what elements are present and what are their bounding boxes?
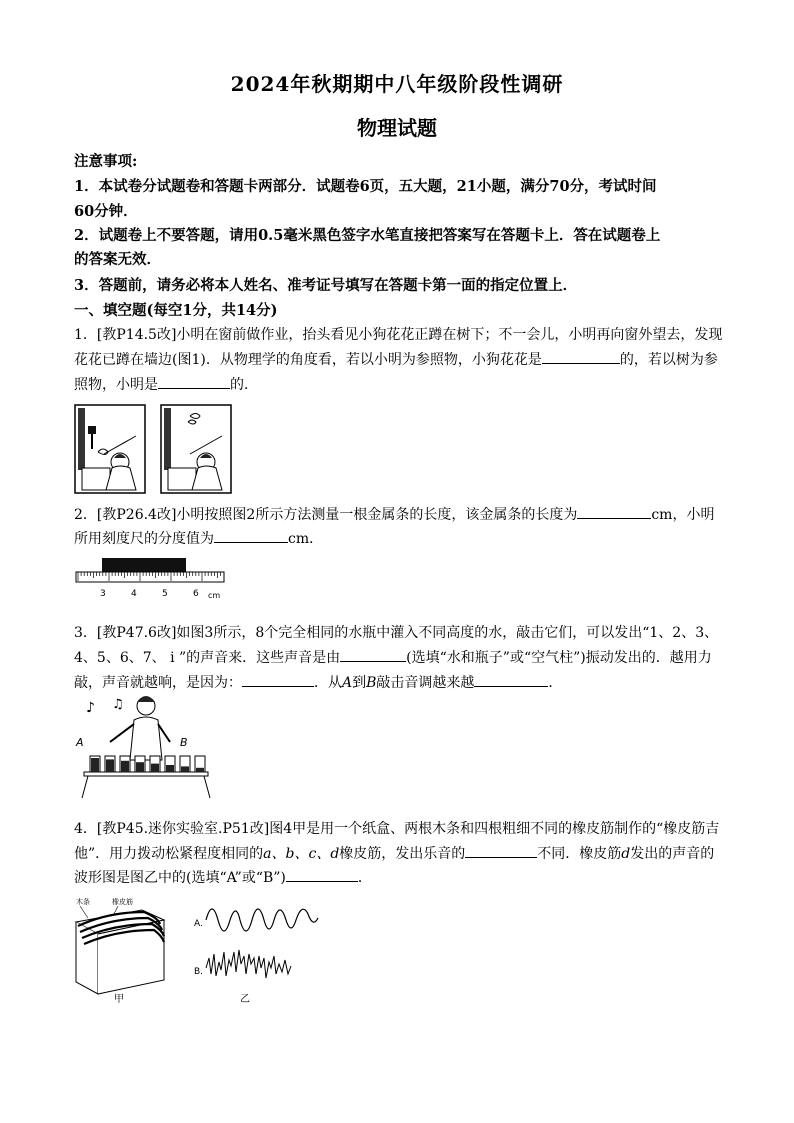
q3-figure [74, 690, 214, 800]
q2-blank-1[interactable] [577, 504, 651, 519]
q1-line-3 [74, 374, 258, 394]
q1-text: 照物，小明是 [74, 377, 158, 393]
q3-line-3 [74, 672, 562, 692]
q4-line-1: 4．[教P45.迷你实验室.P51改]图4甲是用一个纸盒、两根木条和四根粗细不同的橡皮筋制作的“橡皮筋吉 [74, 821, 720, 837]
q1-blank-2[interactable] [158, 374, 230, 389]
water-level [166, 765, 174, 772]
notice-item-3: 3．答题前，请务必将本人姓名、准考证号填写在答题卡第一面的指定位置上． [74, 277, 578, 294]
q3-text: 敲击音调越来越 [376, 675, 475, 691]
q3-blank-2[interactable] [242, 672, 314, 687]
ruler-label-6: 6 [193, 589, 199, 599]
q3-text: 到 [352, 675, 367, 691]
q2-text: cm，小明 [651, 507, 715, 523]
q4-text: 他”．用力拨动松紧程度相同的 [74, 846, 264, 862]
music-note-icon: ♫ [112, 697, 124, 712]
notice-item-2-cont: 的答案无效． [74, 251, 161, 268]
music-note-icon: ♪ [86, 700, 95, 716]
q3-line-2 [74, 647, 712, 667]
notice-item-1-cont: 60分钟． [74, 203, 138, 220]
q4-blank-1[interactable] [465, 843, 537, 858]
water-level [196, 768, 204, 772]
ruler-unit: cm [208, 591, 221, 600]
q4-vars: a、b、c、d [263, 846, 340, 862]
notice-item-2: 2．试题卷上不要答题，请用0.5毫米黑色签字水笔直接把答案写在答题卡上．答在试题卷上 [74, 227, 661, 244]
waveform-figure [192, 898, 332, 1004]
q3-text: ． [548, 675, 563, 691]
q3-blank-3[interactable] [474, 672, 548, 687]
metal-strip [102, 558, 186, 572]
q4-line-2 [74, 843, 714, 863]
label-jia: 甲 [114, 994, 124, 1004]
notice-heading: 注意事项: [74, 153, 138, 170]
q3-line-1: 3．[教P47.6改]如图3所示，8个完全相同的水瓶中灌入不同高度的水，敲击它们，可以发出“1、2、3、 [74, 625, 719, 641]
notice-item-1: 1．本试卷分试题卷和答题卡两部分．试题卷6页，五大题，21小题，满分70分，考试时间 [74, 178, 657, 195]
q2-text: cm． [288, 531, 324, 547]
q1-blank-1[interactable] [542, 349, 620, 364]
ruler-figure [74, 556, 234, 600]
ruler-label-3: 3 [100, 589, 106, 599]
q4-line-3 [74, 867, 372, 887]
wave-a [206, 909, 318, 931]
q1-line-1: 1．[教P14.5改]小明在窗前做作业，抬头看见小狗花花正蹲在树下；不一会儿，小明再向窗外望去，发现 [74, 327, 723, 343]
ruler-label-5: 5 [162, 589, 168, 599]
q4-text: 波形图是图乙中的(选填“A”或“B”) [74, 870, 286, 886]
q2-line-1 [74, 504, 714, 524]
wave-label-a: A. [194, 919, 203, 929]
ruler-label-4: 4 [131, 589, 137, 599]
label-wood: 木条 [76, 898, 90, 906]
water-level [121, 761, 129, 772]
q3-text: ．从 [314, 675, 342, 691]
q4-text: ． [357, 870, 372, 886]
wave-label-b: B. [194, 967, 204, 977]
q1-line-2 [74, 349, 718, 369]
q2-blank-2[interactable] [214, 528, 288, 543]
q3-var-b: B [366, 675, 377, 691]
water-level [106, 759, 114, 772]
q3-text: (选填“水和瓶子”或“空气柱”)振动发出的．越用力 [406, 650, 712, 666]
q2-text: 所用刻度尺的分度值为 [74, 531, 214, 547]
guitar-figure [72, 894, 172, 1004]
water-level [91, 758, 99, 772]
page-title: 2024年秋期期中八年级阶段性调研 [230, 72, 564, 96]
section-heading: 一、填空题(每空1分，共14分) [74, 302, 278, 319]
q1-text: 花花已蹲在墙边(图1)．从物理学的角度看，若以小明为参照物，小狗花花是 [74, 352, 542, 368]
q3-text: 敲，声音就越响，是因为： [74, 675, 242, 691]
q4-text: 发出的声音的 [630, 846, 715, 862]
label-a: A [76, 736, 84, 749]
q2-text: 2．[教P26.4改]小明按照图2所示方法测量一根金属条的长度，该金属条的长度为 [74, 507, 578, 523]
q1-text: 的，若以树为参 [619, 352, 718, 368]
water-level [136, 762, 144, 772]
wave-b [206, 950, 291, 978]
q4-text: 橡皮筋，发出乐音的 [339, 846, 466, 862]
q1-figure [74, 404, 234, 496]
q3-var-a: A [342, 675, 353, 691]
q3-blank-1[interactable] [340, 647, 406, 662]
q1-text: 的． [230, 377, 258, 393]
page-subtitle: 物理试题 [357, 116, 437, 140]
water-level [181, 766, 189, 772]
q4-blank-2[interactable] [286, 867, 358, 882]
window-scene-right [161, 405, 231, 493]
q4-text: 不同．橡皮筋 [537, 846, 622, 862]
window-scene-left [75, 405, 145, 493]
water-level [151, 764, 159, 772]
q4-var-d: d [621, 846, 631, 862]
q2-line-2 [74, 528, 323, 548]
label-band: 橡皮筋 [112, 898, 133, 906]
q3-text: 4、5、6、7、 i ”的声音来．这些声音是由 [74, 650, 341, 666]
label-b: B [180, 736, 188, 749]
label-yi: 乙 [240, 994, 250, 1004]
